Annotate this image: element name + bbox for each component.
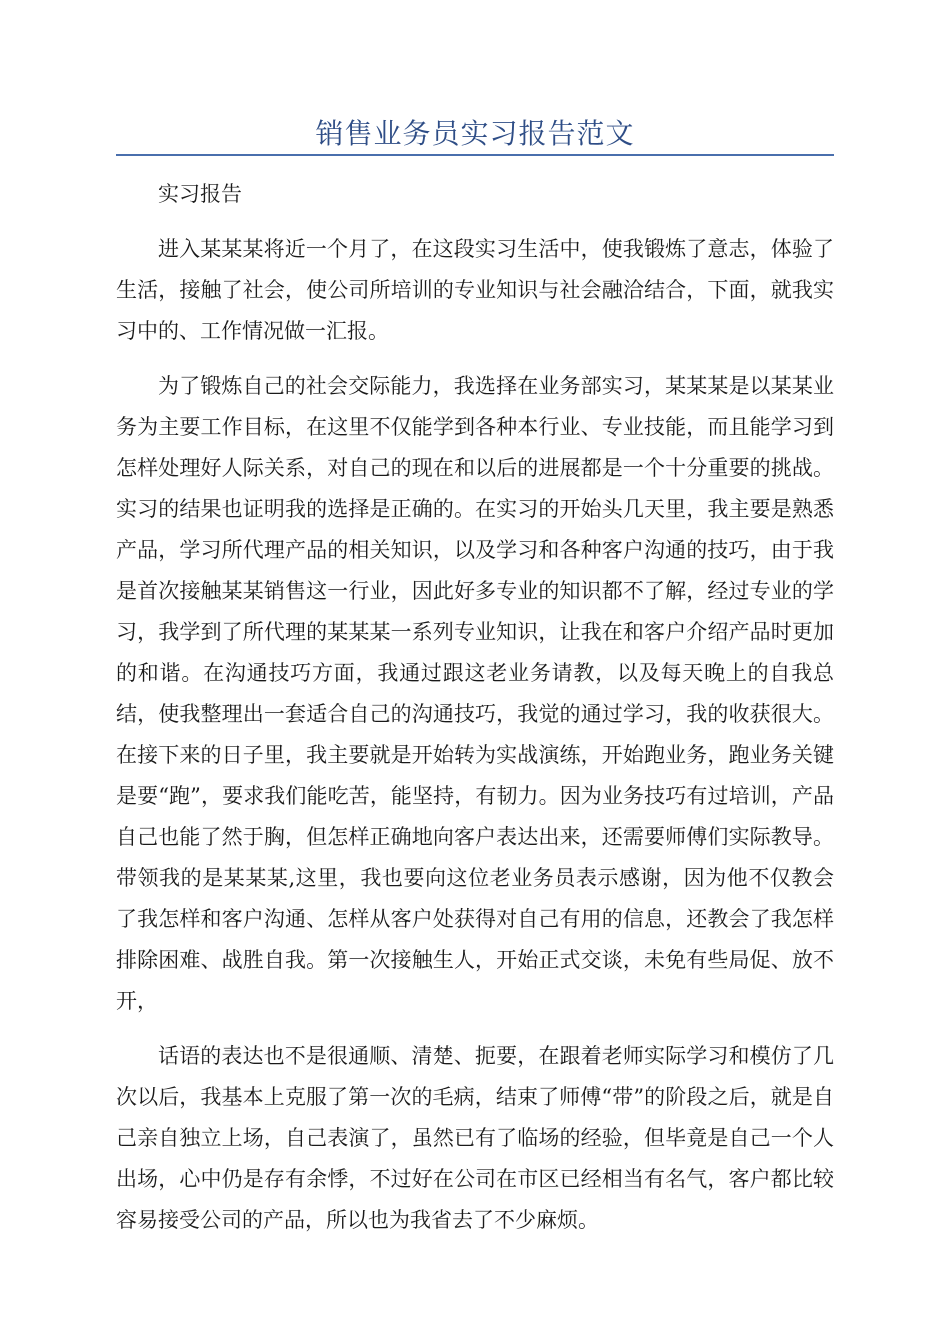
paragraph: 话语的表达也不是很通顺、清楚、扼要，在跟着老师实际学习和模仿了几次以后，我基本上克服了第一次的毛病，结束了师傅“带”的阶段之后，就是自己亲自独立上场，自己表演了，虽然已有了临场的经验，但毕竟是自己一个人出场，心中仍是存有余悸，不过好在公司在市区已经相当有名气，客户都比较容易接受公司的产品，所以也为我省去了不少麻烦。 [116, 1044, 834, 1232]
page-title: 销售业务员实习报告范文 [315, 117, 635, 150]
title-underline [116, 154, 834, 156]
section-heading: 实习报告 [158, 182, 242, 206]
document-body [116, 174, 834, 1255]
paragraph: 为了锻炼自己的社会交际能力，我选择在业务部实习，某某某是以某某业务为主要工作目标，在这里不仅能学到各种本行业、专业技能，而且能学习到怎样处理好人际关系，对自己的现在和以后的进展都是一个十分重要的挑战。实习的结果也证明我的选择是正确的。在实习的开始头几天里，我主要是熟悉产品，学习所代理产品的相关知识，以及学习和各种客户沟通的技巧，由于我是首次接触某某销售这一行业，因此好多专业的知识都不了解，经过专业的学习，我学到了所代理的某某某一系列专业知识，让我在和客户介绍产品时更加的和谐。在沟通技巧方面，我通过跟这老业务请教，以及每天晚上的自我总结，使我整理出一套适合自己的沟通技巧，我觉的通过学习，我的收获很大。在接下来的日子里，我主要就是开始转为实战演练，开始跑业务，跑业务关键是要“跑”，要求我们能吃苦，能坚持，有韧力。因为业务技巧有过培训，产品自己也能了然于胸，但怎样正确地向客户表达出来，还需要师傅们实际教导。带领我的是某某某,这里，我也要向这位老业务员表示感谢，因为他不仅教会了我怎样和客户沟通、怎样从客户处获得对自己有用的信息，还教会了我怎样排除困难、战胜自我。第一次接触生人，开始正式交谈，未免有些局促、放不开， [116, 374, 834, 1013]
paragraph: 进入某某某将近一个月了，在这段实习生活中，使我锻炼了意志，体验了生活，接触了社会，使公司所培训的专业知识与社会融洽结合，下面，就我实习中的、工作情况做一汇报。 [116, 237, 834, 343]
